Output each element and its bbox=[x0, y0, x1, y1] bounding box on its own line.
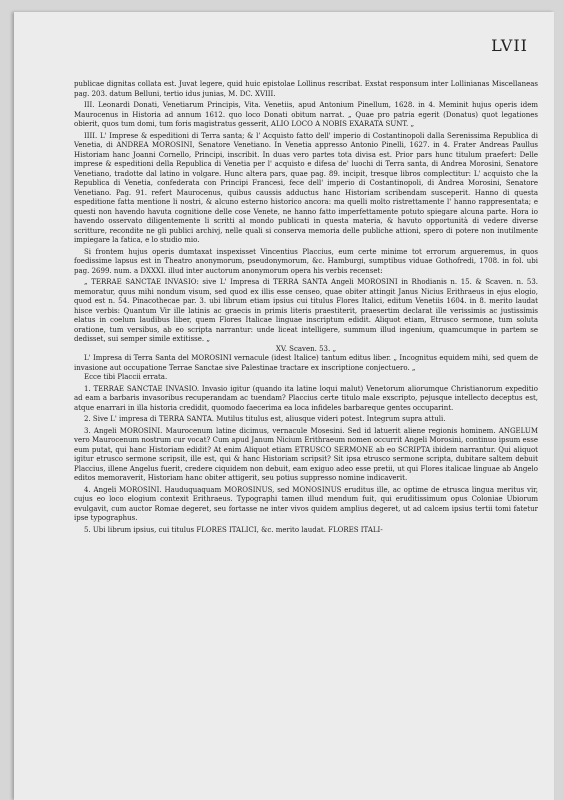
paragraph: 1. TERRAE SANCTAE INVASIO. Invasio igitur (quando ita latine loqui malut) Venetorum aliorumque Christianorum expeditio ad eam a barbaris invasoribus recuperandam ac tuendam? Placcius certe titulo male exscripto, pejusque intellecto deceptus est, atque enarrari in illa historia credidit, quomodo faecerima ea loca infideles barbareque gentes occuparint. bbox=[74, 384, 538, 412]
page-body bbox=[74, 80, 538, 535]
paragraph: 3. Angeli MOROSINI. Maurocenum latine dicimus, vernacule Mosesini. Sed id latuerit aliene regionis hominem. ANGELUM vero Maurocenum nostrum cur vocat? Cum apud Janum Nicium Erithraeum nomen occurrit Angeli Morosini, continuo ipsum esse eum putat, qui hanc Historiam edidit? At enim Aliquot etiam ETRUSCO SERMONE ab eo SCRIPTA ibidem narrantur. Qui aliquot igitur etrusco sermone scripsit, ille est, qui & hanc Historiam scripsit? Sit ipsa etrusco sermone scripta, dubitare saltem debuit Placcius, illene Angelus fuerit, credere ciquidem non debuit, eam exiguo adeo esse pretii, ut qui Flores italicae linguae ab Angelo editos memoraverit, Historiam hanc obiter attigerit, seu potius suppresso nomine indicaverit. bbox=[74, 426, 538, 482]
paragraph: Si frontem hujus operis dumtaxat inspexisset Vincentius Placcius, eum certe minime tot errorum argueremus, in quos foedissime lapsus est in Theatro anonymorum, pseudonymorum, &c. Hamburgi, sumptibus viduae Gothofredi, 1708. in fol. ubi pag. 2699. num. a DXXXI. illud inter auctorum anonymorum opera his verbis recenset: bbox=[74, 247, 538, 275]
paragraph: „ TERRAE SANCTAE INVASIO: sive L' Impresa di TERRA SANTA Angeli MOROSINI in Rhodianis n. 15. & Scaven. n. 53. memoratur, quus mihi nondum visum, sed quod ex illis esse censeo, quae obiter attingit Janus Nicius Erithraeus in ejus elogio, quod est n. 54. Pinacothecae par. 3. ubi librum etiam ipsius cui titulus Flores Italici, editum Venetiis 1604. in 8. merito laudat hisce verbis: Quantum Vir ille latinis ac graecis in primis literis praestiterit, praesertim declarat ille verissimis ac justissimis elatus in coelum laudibus liber, quem Flores Italicae linguae inscriptum edidit. Aliquot etiam, Etrusco sermone, tum soluta oratione, tum versibus, ab eo scripta narrantur: unde liceat intelligere, summum illud ingenium, quamcumque in partem se dedisset, sui semper simile extitisse. „ bbox=[74, 278, 538, 343]
paragraph: 2. Sive L' impresa di TERRA SANTA. Mutilus titulus est, aliusque videri potest. Integrum supra attuli. bbox=[84, 415, 446, 423]
page-number: LVII bbox=[491, 36, 528, 55]
paragraph: III. Leonardi Donati, Venetiarum Principis, Vita. Venetiis, apud Antonium Pinellum, 1628. in 4. Meminit hujus operis idem Maurocenus in Historia ad annum 1612. quo loco Donati obitum narrat. „ Quae pro patria egerit (Donatus) quot legationes obierit, quos tum domi, tum foris magistratus gesserit, ALIO LOCO A NOBIS EXARATA SUNT. „ bbox=[74, 101, 538, 128]
paragraph: 4. Angeli MOROSINI. Hauduquaquam MOROSINUS, sed MONOSINUS eruditus ille, ac optime de etrusca lingua meritus vir, cujus eo loco elogium contexit Erithraeus. Typographi tamen illud mendum fuit, qui eruditissimum opus Coloniae Ubiorum evulgavit, cum auctor Romae degeret, seu fortasse ne inter vivos quidem amplius degeret, ut ad calcem ipsius tertii tomi fatetur ipse typographus. bbox=[74, 485, 538, 522]
book-page bbox=[14, 12, 554, 800]
paragraph: publicae dignitas collata est. Juvat legere, quid huic epistolae Lollinus rescribat. Exstat responsum inter Lollinianas Miscellaneas pag. 203. datum Belluni, tertio idus junias, M. DC. XVIII. bbox=[74, 80, 538, 98]
paragraph: 5. Ubi librum ipsius, cui titulus FLORES ITALICI, &c. merito laudat. FLORES ITALI- bbox=[84, 525, 383, 534]
paragraph: XV. Scaven. 53. „ bbox=[275, 344, 337, 353]
paragraph: Ecce tibi Placcii errata. bbox=[84, 373, 168, 381]
paragraph: IIII. L' Imprese & espeditioni di Terra santa; & l' Acquisto fatto dell' imperio di Costantinopoli dalla Serenissima Republica di Venetia, di ANDREA MOROSINI, Senatore Venetiano. In Venetia appresso Antonio Pinelli, 1627. in 4. Frater Andreas Paullus Historiam hanc Joanni Cornello, Principi, inscribit. In duas vero partes tota divisa est. Prior pars hunc titulum praefert: Delle imprese & espeditioni della Republica di Venetia per l' acquisto e difesa de' luochi di Terra santa, di Andrea Morosini, Senatore Venetiano, tradotte dal latino in volgare. Hunc altera pars, quae pag. 89. incipit, tresque libros complectitur: L' acquisto che la Republica di Venetia, confederata con Principi Francesi, fece dell' imperio di Costantinopoli, di Andrea Morosini, Senatore Venetiano. Pag. 91. refert Maurocenus, quibus caussis adductus hanc Historiam scribendam susceperit. Hanno di questa espeditione fatta mentione li nostri, & alcuno esterno historico ancora: ma quelli molto ristrettamente l' hanno rappresentata; e questi non havendo havuta cognitione delle cose Venete, ne hanno fatto imperfettamente potuto spiegare alcuna parte. Hora io havendo osservato diligentemente li scritti al mondo publicati in questa materia, & havuto opportunità di vedere diverse scritture, recondite ne gli publici archivj, nelle quali si conserva memoria delle publiche attioni, spero di potere non inutilmente impiegare la fatica, e lo studio mio. bbox=[74, 131, 538, 244]
paragraph: L' Impresa di Terra Santa del MOROSINI vernacule (idest Italice) tantum editus liber. „ Incognitus equidem mihi, sed quem de invasione aut occupatione Terrae Sanctae sive Palestinae tractare ex inscriptione conjectuero. „ bbox=[74, 354, 538, 372]
